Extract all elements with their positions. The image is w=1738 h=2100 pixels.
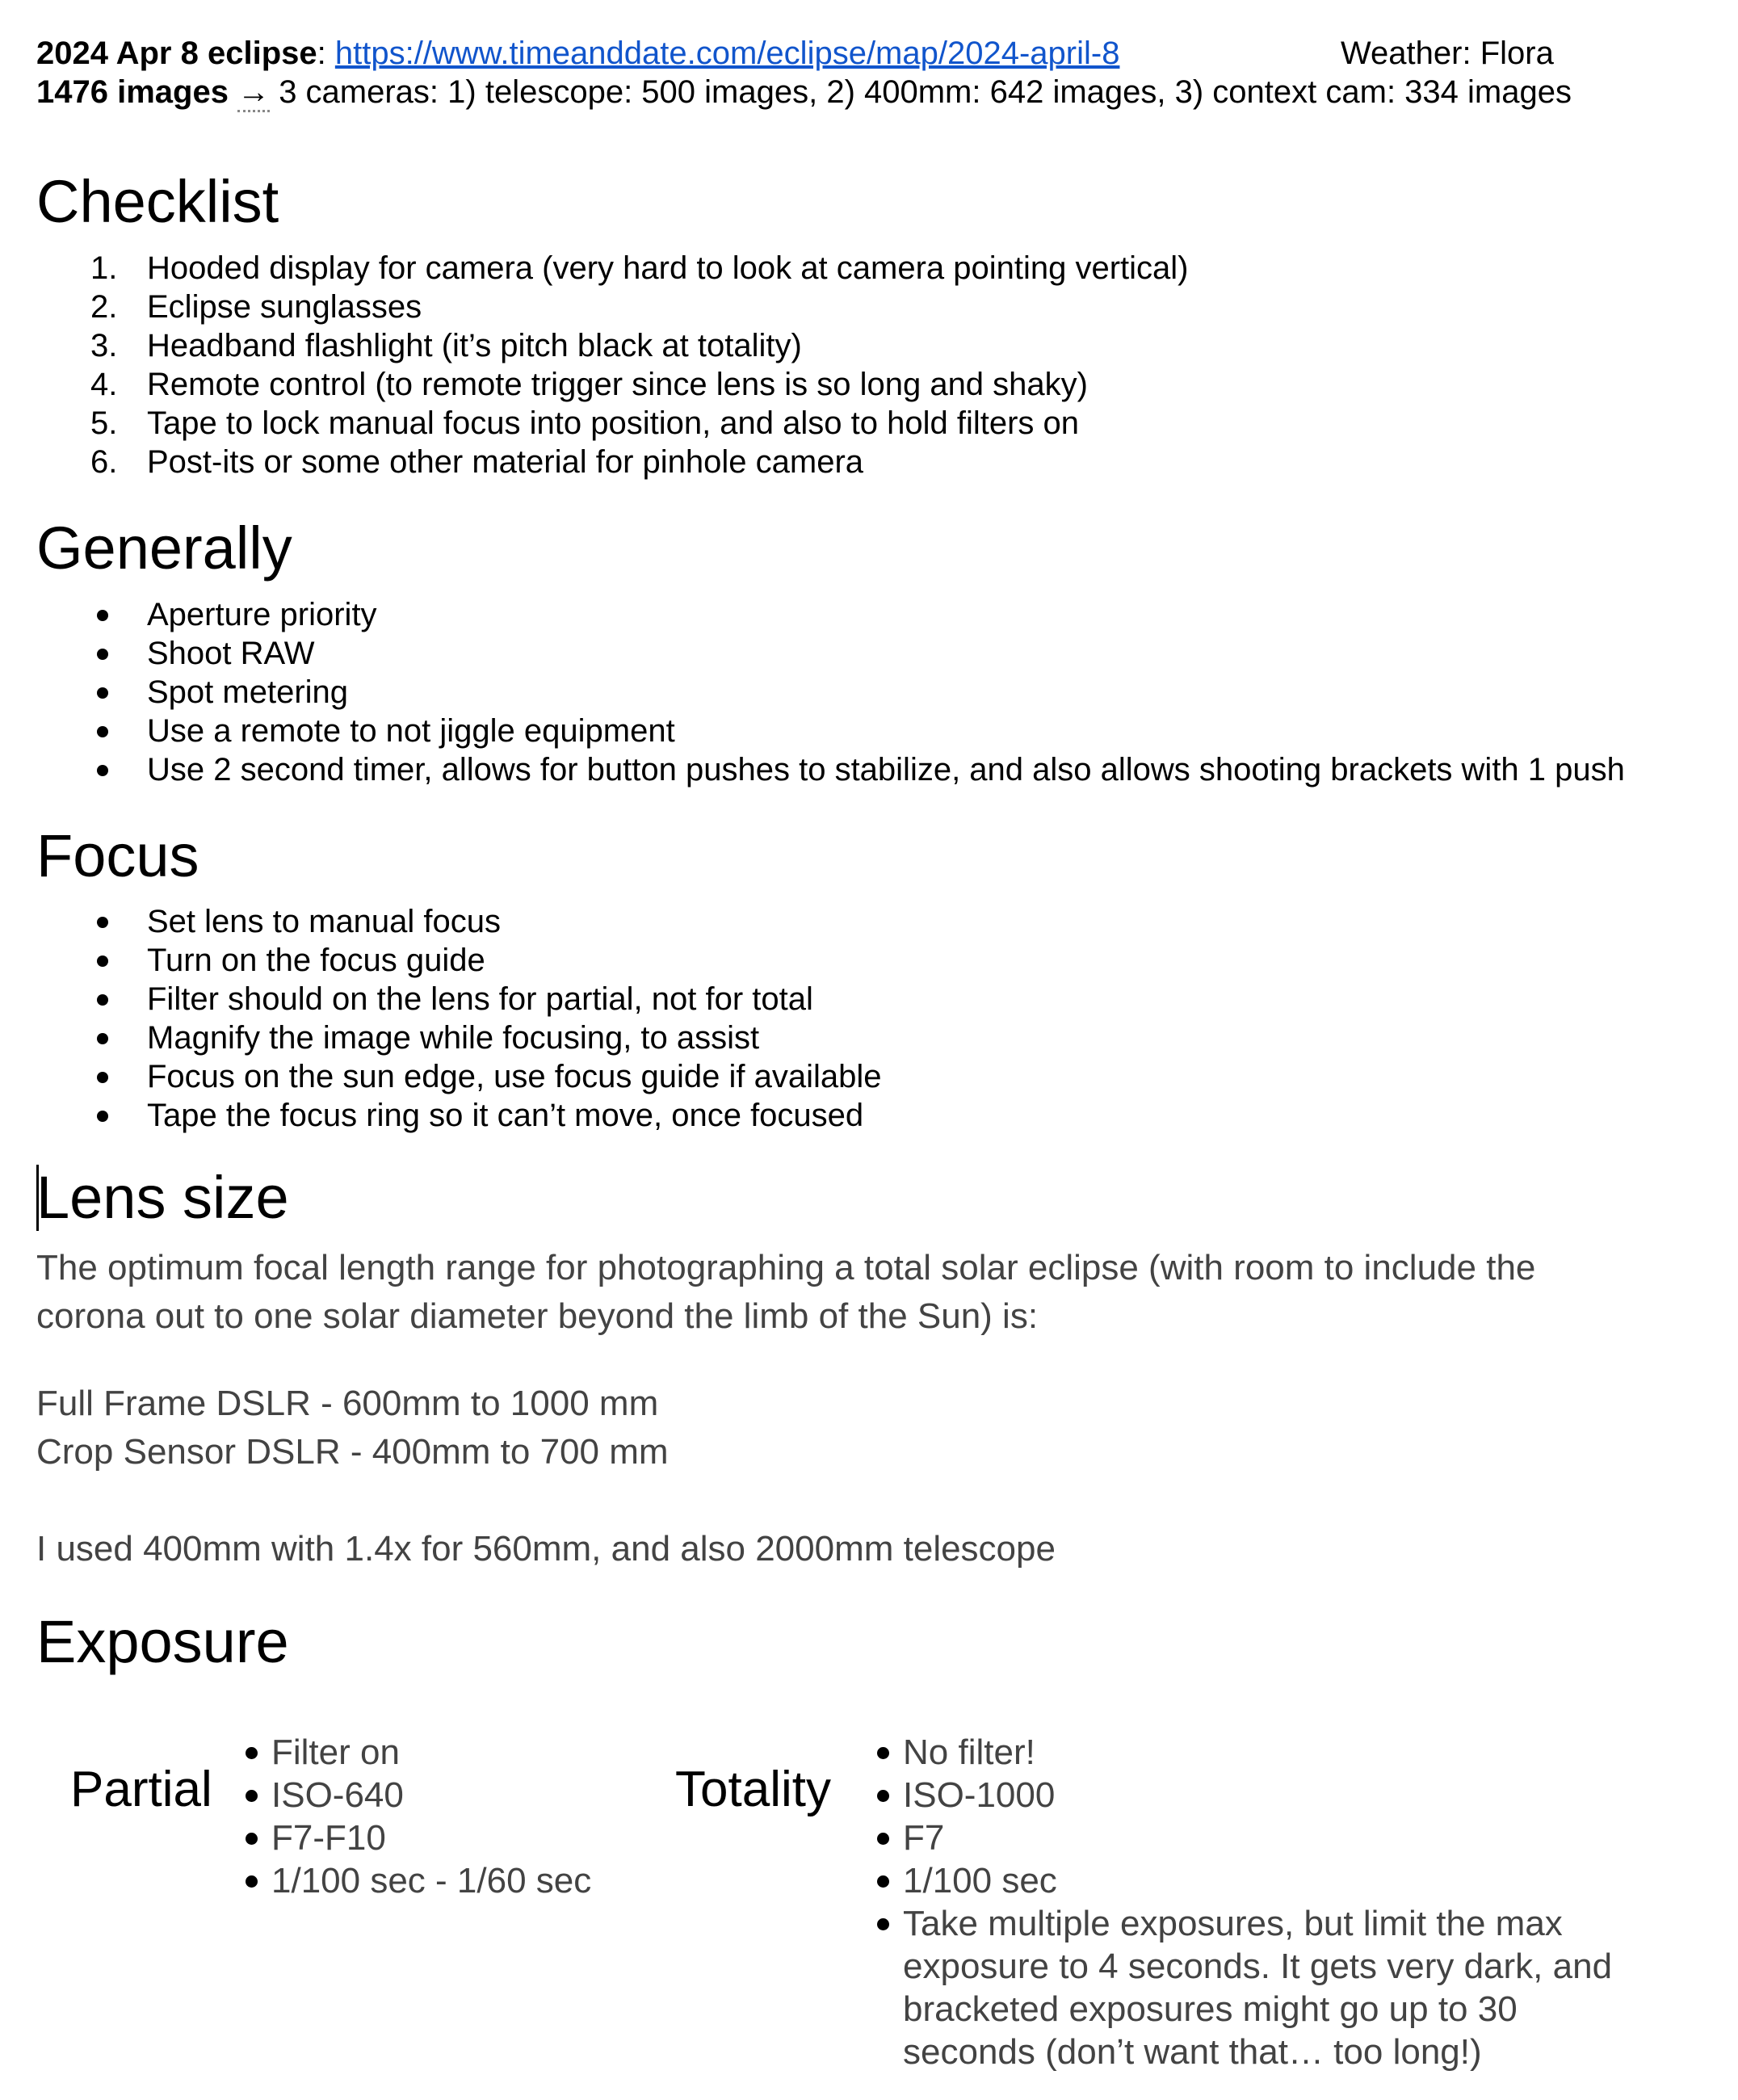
bullet-icon	[97, 1072, 108, 1083]
bullet-icon	[97, 726, 108, 737]
weather-label: Weather:	[1341, 36, 1480, 71]
list-item-text: Headband flashlight (it’s pitch black at totality)	[147, 328, 802, 363]
bullet-icon	[97, 765, 108, 776]
list-item-text: Filter should on the lens for partial, not for total	[147, 981, 813, 1017]
eclipse-map-link[interactable]: https://www.timeanddate.com/eclipse/map/2024-april-8	[334, 36, 1120, 71]
list-item-text: Remote control (to remote trigger since lens is so long and shaky)	[147, 367, 1088, 402]
list-item-text: Aperture priority	[147, 597, 377, 632]
totality-list	[877, 1731, 1612, 2073]
bullet-icon	[97, 610, 108, 621]
list-item: No filter!	[877, 1731, 1612, 1774]
weather-line	[1341, 34, 1554, 73]
list-item: 1/100 sec - 1/60 sec	[246, 1859, 591, 1902]
bullet-icon	[97, 956, 108, 967]
lens-paragraph-line-2: corona out to one solar diameter beyond the limb of the Sun) is:	[36, 1296, 1039, 1336]
bullet-icon	[97, 649, 108, 660]
list-item-text: Use a remote to not jiggle equipment	[147, 713, 675, 749]
list-number: 1.	[90, 250, 118, 286]
list-item: Filter on	[246, 1731, 591, 1774]
bullet-icon	[97, 994, 108, 1006]
list-item-text: Magnify the image while focusing, to assist	[147, 1020, 760, 1056]
list-item-text: Set lens to manual focus	[147, 904, 502, 939]
lens-size-heading: Lens size	[36, 1164, 289, 1231]
list-item	[877, 1902, 1612, 2073]
crop-sensor-line: Crop Sensor DSLR - 400mm to 700 mm	[36, 1432, 669, 1472]
list-item-text: Tape the focus ring so it can’t move, once focused	[147, 1098, 864, 1133]
bullet-icon	[97, 1033, 108, 1044]
lens-paragraph-line-1: The optimum focal length range for photographing a total solar eclipse (with room to include the	[36, 1248, 1536, 1287]
full-frame-line: Full Frame DSLR - 600mm to 1000 mm	[36, 1384, 659, 1423]
header-separator: :	[317, 36, 335, 71]
partial-label: Partial	[70, 1762, 212, 1817]
image-count: 1476 images	[36, 74, 229, 110]
list-item-text: Post-its or some other material for pinhole camera	[147, 444, 864, 480]
list-item: F7	[877, 1816, 1612, 1859]
checklist-heading: Checklist	[36, 168, 279, 235]
list-item: 1/100 sec	[877, 1859, 1612, 1902]
list-item-text: Use 2 second timer, allows for button pushes to stabilize, and also allows shooting brackets with 1 push	[147, 752, 1625, 788]
partial-list	[246, 1731, 591, 1902]
list-item-text: Turn on the focus guide	[147, 943, 485, 978]
eclipse-title: 2024 Apr 8 eclipse	[36, 36, 317, 71]
list-number: 4.	[90, 367, 118, 402]
list-item-text: Shoot RAW	[147, 636, 315, 671]
multi-exposure-line-4: seconds (don’t want that… too long!)	[903, 2032, 1482, 2072]
generally-heading: Generally	[36, 514, 292, 582]
list-item: ISO-640	[246, 1774, 591, 1816]
totality-label: Totality	[675, 1762, 831, 1817]
list-item-text: Hooded display for camera (very hard to look at camera pointing vertical)	[147, 250, 1189, 286]
weather-link[interactable]: Flora	[1480, 36, 1554, 71]
list-item: ISO-1000	[877, 1774, 1612, 1816]
exposure-heading: Exposure	[36, 1608, 289, 1675]
multi-exposure-line-2: exposure to 4 seconds. It gets very dark, and	[903, 1947, 1613, 1986]
header-line-2	[36, 73, 1572, 111]
lens-used-line: I used 400mm with 1.4x for 560mm, and also 2000mm telescope	[36, 1529, 1056, 1569]
bullet-icon	[97, 917, 108, 928]
multi-exposure-line-1: Take multiple exposures, but limit the max	[903, 1904, 1563, 1943]
multi-exposure-line-3: bracketed exposures might go up to 30	[903, 1989, 1518, 2029]
list-number: 3.	[90, 328, 118, 363]
list-item-text: Spot metering	[147, 674, 349, 710]
list-item: F7-F10	[246, 1816, 591, 1859]
camera-summary: 3 cameras: 1) telescope: 500 images, 2) 400mm: 642 images, 3) context cam: 334 images	[270, 74, 1572, 110]
bullet-icon	[97, 1111, 108, 1122]
list-number: 2.	[90, 289, 118, 325]
bullet-icon	[97, 687, 108, 699]
list-item-text: Focus on the sun edge, use focus guide if available	[147, 1059, 882, 1094]
list-number: 5.	[90, 405, 118, 441]
arrow-icon: →	[237, 74, 270, 112]
header-line-1	[36, 34, 1119, 73]
list-number: 6.	[90, 444, 118, 480]
list-item-text: Eclipse sunglasses	[147, 289, 422, 325]
list-item-text: Tape to lock manual focus into position, and also to hold filters on	[147, 405, 1080, 441]
focus-heading: Focus	[36, 822, 199, 889]
